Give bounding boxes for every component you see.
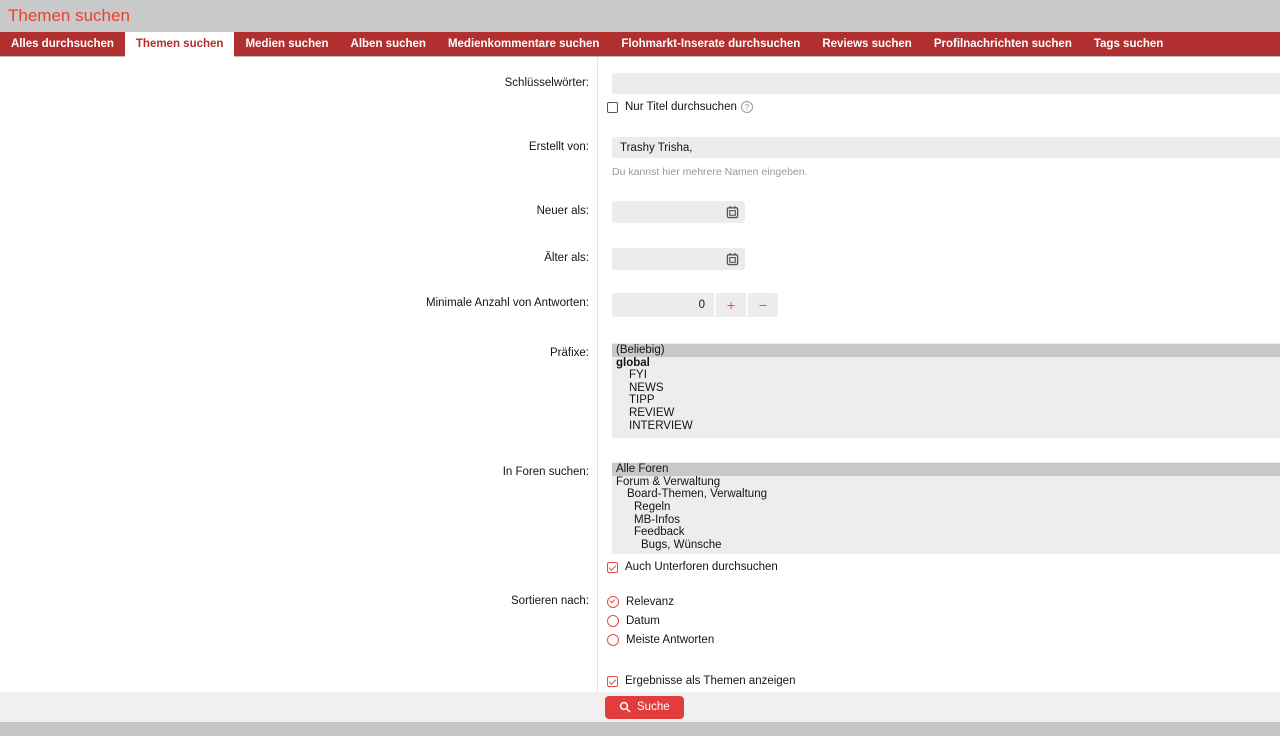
- subforums-label: Auch Unterforen durchsuchen: [625, 561, 778, 574]
- checkbox-checked-icon: [607, 676, 618, 687]
- older-than-datefield: [612, 248, 745, 270]
- tab-reviews-suchen[interactable]: Reviews suchen: [822, 38, 912, 50]
- sort-option-relevanz[interactable]: [607, 595, 1280, 608]
- forum-option-bugs-wuensche[interactable]: Bugs, Wünsche: [641, 538, 722, 551]
- newer-than-label: Neuer als:: [536, 205, 589, 217]
- tab-medienkommentare-suchen[interactable]: Medienkommentare suchen: [447, 38, 600, 50]
- created-by-input[interactable]: [612, 137, 1280, 158]
- min-replies-stepper: [612, 293, 778, 317]
- sort-label: Sortieren nach:: [511, 595, 589, 608]
- prefixes-row: [0, 343, 1280, 438]
- forum-option-forum-verwaltung[interactable]: Forum & Verwaltung: [616, 475, 721, 488]
- prefixes-label: Präfixe:: [550, 347, 589, 359]
- tab-flohmarkt-inserate-durchsuchen[interactable]: Flohmarkt-Inserate durchsuchen: [621, 38, 801, 50]
- newer-than-row: [0, 201, 1280, 223]
- page-title: Themen suchen: [8, 6, 130, 25]
- created-by-label: Erstellt von:: [528, 141, 589, 153]
- sort-option-datum[interactable]: [607, 614, 1280, 627]
- forum-option-regeln[interactable]: Regeln: [634, 500, 671, 513]
- older-than-row: [0, 248, 1280, 270]
- tab-tags-suchen[interactable]: Tags suchen: [1093, 38, 1164, 50]
- calendar-icon[interactable]: [726, 252, 739, 266]
- label-field-divider: [597, 57, 598, 692]
- tab-alles-durchsuchen[interactable]: Alles durchsuchen: [11, 38, 114, 50]
- results-as-topics-label: Ergebnisse als Themen anzeigen: [625, 675, 796, 688]
- radio-unselected-icon: [607, 615, 619, 627]
- tab-themen-suchen[interactable]: Themen suchen: [125, 32, 235, 57]
- keywords-label: Schlüsselwörter:: [504, 77, 589, 89]
- forum-option-feedback[interactable]: Feedback: [634, 526, 685, 539]
- forums-label: In Foren suchen:: [502, 466, 589, 479]
- only-titles-row: [0, 101, 1280, 113]
- increment-button[interactable]: +: [714, 293, 746, 317]
- newer-than-datefield: [612, 201, 745, 223]
- sort-option-datum-label: Datum: [626, 614, 660, 627]
- subforums-checkbox[interactable]: [607, 561, 778, 573]
- tab-profilnachrichten-suchen[interactable]: Profilnachrichten suchen: [933, 38, 1072, 50]
- help-icon[interactable]: ?: [741, 101, 753, 113]
- page-header: [0, 0, 1280, 32]
- checkbox-unchecked-icon: [607, 102, 618, 113]
- prefix-option-fyi[interactable]: FYI: [629, 369, 647, 382]
- only-titles-checkbox[interactable]: [607, 101, 737, 113]
- forum-option-alle-foren[interactable]: Alle Foren: [612, 463, 1280, 476]
- prefix-option-tipp[interactable]: TIPP: [629, 394, 655, 407]
- decrement-button[interactable]: −: [746, 293, 778, 317]
- created-by-hint-row: [0, 166, 1280, 178]
- subforums-row: [0, 561, 1280, 573]
- forum-option-mb-infos[interactable]: MB-Infos: [634, 513, 681, 526]
- radio-selected-icon: [607, 596, 619, 608]
- search-button-label: Suche: [637, 701, 670, 713]
- search-form: [0, 57, 1280, 692]
- only-titles-label: Nur Titel durchsuchen: [625, 101, 737, 113]
- prefix-option-news[interactable]: NEWS: [629, 381, 664, 394]
- keywords-input[interactable]: [612, 73, 1280, 94]
- sort-option-relevanz-label: Relevanz: [626, 595, 674, 608]
- sort-option-meiste-antworten-label: Meiste Antworten: [626, 633, 715, 646]
- min-replies-label: Minimale Anzahl von Antworten:: [425, 297, 589, 309]
- results-as-topics-row: [0, 675, 1280, 687]
- checkbox-checked-icon: [607, 562, 618, 573]
- forum-option-board-themen-verwaltung[interactable]: Board-Themen, Verwaltung: [627, 488, 767, 501]
- prefixes-listbox: [612, 343, 1280, 438]
- min-replies-row: [0, 293, 1280, 317]
- keywords-row: [0, 73, 1280, 94]
- forums-row: [0, 462, 1280, 554]
- forums-listbox: [612, 462, 1280, 554]
- page-bottom-strip: [0, 722, 1280, 736]
- prefix-option-interview[interactable]: INTERVIEW: [629, 419, 693, 432]
- tab-medien-suchen[interactable]: Medien suchen: [245, 38, 329, 50]
- sort-row: [0, 595, 1280, 652]
- prefix-group-global: global: [616, 356, 650, 369]
- results-as-topics-checkbox[interactable]: [607, 675, 795, 687]
- radio-unselected-icon: [607, 634, 619, 646]
- min-replies-value[interactable]: 0: [698, 299, 705, 311]
- prefix-option-review[interactable]: REVIEW: [629, 406, 675, 419]
- older-than-label: Älter als:: [544, 252, 589, 264]
- created-by-row: [0, 137, 1280, 158]
- search-type-tabbar: [0, 32, 1280, 57]
- calendar-icon[interactable]: [726, 205, 739, 219]
- form-footer: [0, 692, 1280, 722]
- search-icon: [619, 701, 631, 713]
- created-by-hint: Du kannst hier mehrere Namen eingeben.: [612, 166, 808, 178]
- tab-alben-suchen[interactable]: Alben suchen: [350, 38, 426, 50]
- search-submit-button[interactable]: [605, 696, 684, 719]
- prefix-option-any[interactable]: (Beliebig): [612, 344, 1280, 357]
- sort-option-meiste-antworten[interactable]: [607, 633, 1280, 646]
